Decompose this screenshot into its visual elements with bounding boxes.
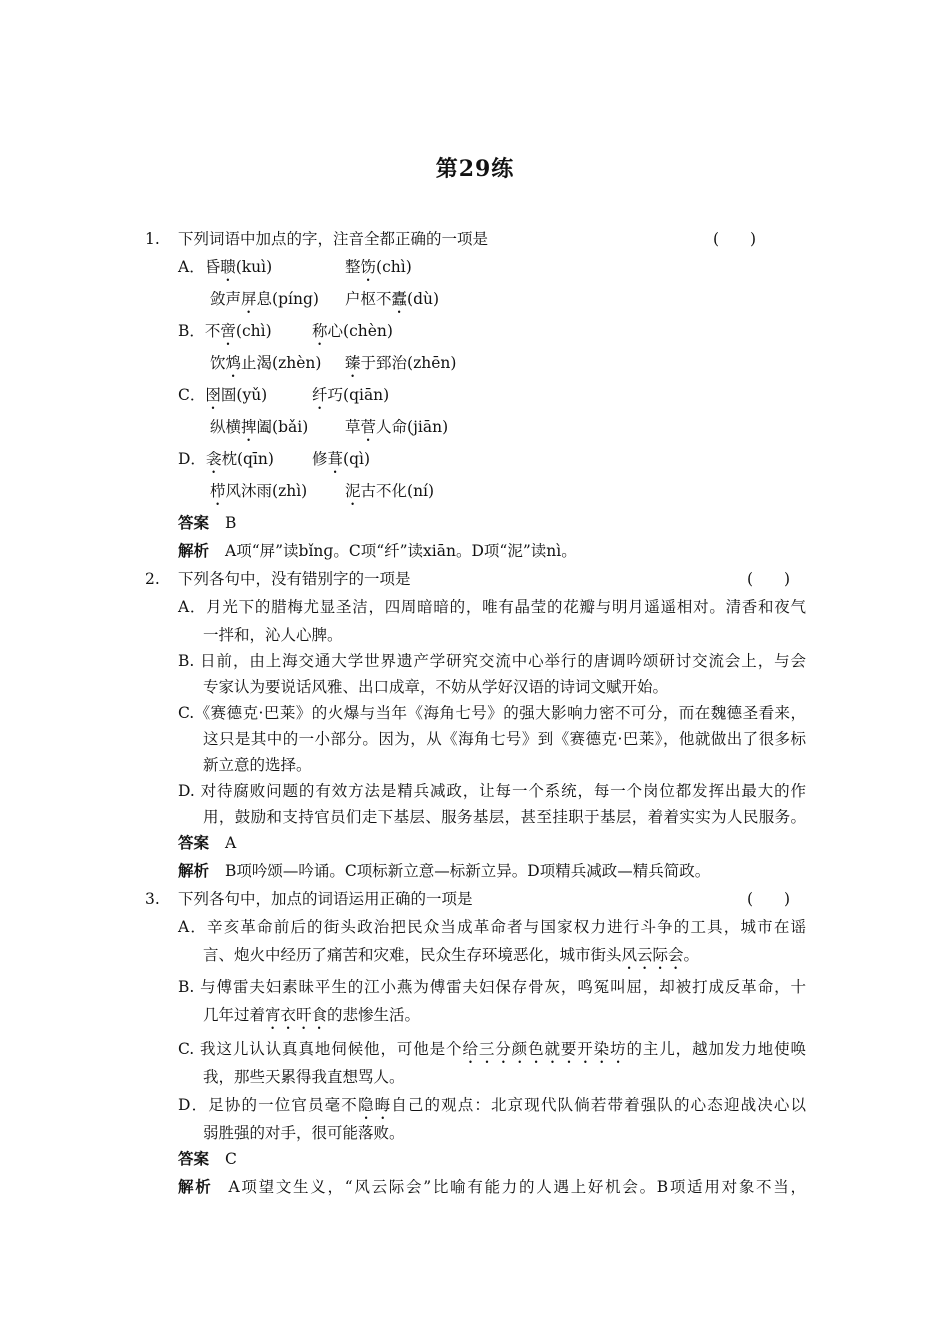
option-c-word-3: 纵横捭阖(bǎi) [210,418,309,436]
question-stem: 下列各句中，没有错别字的一项是 [178,570,411,588]
option-a-word-4: 户枢不蠹(dù) [345,290,440,308]
option-c-word-4: 草菅人命(jiān) [345,418,449,436]
question-number: 3. [145,890,160,908]
answer: 答案 B [178,513,237,532]
option-c: C．囹圄(yǔ) [178,386,268,404]
analysis: 解析 A项望文生义，“风云际会”比喻有能力的人遇上好机会。B项适用对象不当， [178,1177,806,1196]
option-c-word-2: 纤巧(qiān) [312,386,390,404]
question-number: 1. [145,230,160,248]
answer-paren: ( ) [747,570,791,588]
option-a-line-1: A．辛亥革命前后的街头政治把民众当成革命者与国家权力进行斗争的工具，城市在谣 [178,918,806,936]
option-c-line-2: 这只是其中的一小部分。因为，从《海角七号》到《赛德克·巴莱》，他就做出了很多标 [203,730,806,748]
option-b-line-1: B. 与傅雷夫妇素昧平生的江小燕为傅雷夫妇保存骨灰，鸣冤叫屈，却被打成反革命，十 [178,978,806,996]
question-stem: 下列词语中加点的字，注音全都正确的一项是 [178,230,489,248]
option-d-word-3: 栉风沐雨(zhì) [210,482,308,500]
page-title: 第29练 [435,156,515,182]
option-c-line-2: 我，那些天累得我直想骂人。 [203,1068,405,1086]
answer: 答案 A [178,833,237,852]
option-d-line-2: 弱胜强的对手，很可能落败。 [203,1124,405,1142]
option-d-line-1: D．足协的一位官员毫不隐晦自己的观点：北京现代队倘若带着强队的心态迎战决心以 [178,1096,806,1114]
option-d-line-2: 用，鼓励和支持官员们走下基层、服务基层，甚至挂职于基层，着着实实为人民服务。 [203,808,806,826]
answer: 答案 C [178,1149,237,1168]
option-b-line-2: 专家认为要说话风雅、出口成章，不妨从学好汉语的诗词文赋开始。 [203,678,669,696]
analysis: 解析 B项吟颂—吟诵。C项标新立意—标新立异。D项精兵减政—精兵简政。 [178,861,711,880]
option-d-line-1: D. 对待腐败问题的有效方法是精兵减政，让每一个系统，每一个岗位都发挥出最大的作 [178,782,806,800]
option-d: D．衾枕(qīn) [178,450,274,468]
option-d-word-2: 修葺(qì) [312,450,371,468]
option-b-line-1: B. 日前，由上海交通大学世界遗产学研究交流中心举行的唐调吟颂研讨交流会上，与会 [178,652,806,670]
option-b: B．不啻(chì) [178,322,272,340]
option-d-word-4: 泥古不化(ní) [345,482,435,500]
answer-paren: ( ) [747,890,791,908]
option-a-word-3: 敛声屏息(píng) [210,290,319,308]
option-a-line-2: 一拌和，沁人心脾。 [203,626,343,644]
option-c-line-1: C.《赛德克·巴莱》的火爆与当年《海角七号》的强大影响力密不可分，而在魏德圣看来， [178,704,806,722]
option-b-word-3: 饮鸩止渴(zhèn) [210,354,322,372]
option-a-line-1: A．月光下的腊梅尤显圣洁，四周暗暗的，唯有晶莹的花瓣与明月遥遥相对。清香和夜气 [178,598,806,616]
question-stem: 下列各句中，加点的词语运用正确的一项是 [178,890,473,908]
option-b-line-2: 几年过着宵衣旰食的悲惨生活。 [203,1006,421,1024]
option-b-word-2: 称心(chèn) [312,322,393,340]
option-a: A．昏聩(kuì) [178,258,273,276]
answer-paren: ( ) [713,230,757,248]
option-b-word-4: 臻于郅治(zhēn) [345,354,457,372]
option-a-line-2: 言、炮火中经历了痛苦和灾难，民众生存环境恶化，城市街头风云际会。 [203,946,700,964]
analysis: 解析 A项“屏”读bǐnɡ。C项“纤”读xiān。D项“泥”读nì。 [178,541,577,560]
option-c-line-1: C. 我这儿认认真真地伺候他，可他是个给三分颜色就要开染坊的主儿，越加发力地使唤 [178,1040,806,1058]
option-a-word-2: 整饬(chì) [345,258,412,276]
option-c-line-3: 新立意的选择。 [203,756,312,774]
question-number: 2. [145,570,160,588]
